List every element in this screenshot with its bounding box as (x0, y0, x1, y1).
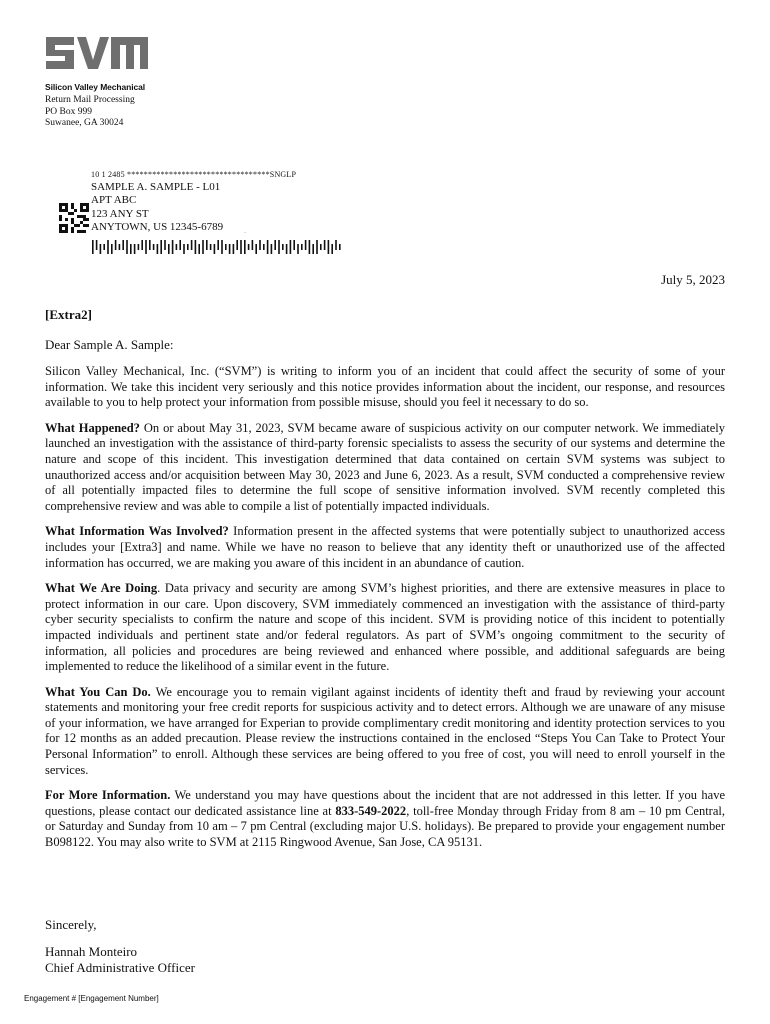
barcode-bar (259, 240, 261, 250)
barcode-bar (324, 240, 326, 250)
barcode-bar (149, 240, 151, 250)
barcode-bar (293, 240, 295, 250)
address-line: SAMPLE A. SAMPLE - L01 (91, 181, 221, 193)
barcode-bar (210, 244, 212, 250)
barcode-bar (191, 240, 193, 250)
barcode-bar (274, 240, 276, 250)
barcode-bar (335, 240, 337, 250)
barcode-bar (107, 240, 109, 254)
barcode-bar (229, 244, 231, 254)
barcode-bar (111, 244, 113, 254)
return-address (45, 95, 135, 130)
barcode-bar (263, 244, 265, 250)
barcode-bar (160, 240, 162, 254)
barcode-bar (198, 244, 200, 254)
return-line: PO Box 999 (45, 106, 92, 117)
address-line: 123 ANY ST (91, 207, 149, 220)
company-name: Silicon Valley Mechanical (45, 82, 146, 92)
barcode-bar (278, 240, 280, 254)
extra-tag: [Extra2] (45, 307, 92, 322)
signature-block (45, 944, 195, 975)
section-what-we-are-doing (45, 581, 725, 675)
barcode-bar (225, 244, 227, 250)
barcode-bar (331, 244, 333, 254)
section-heading: What Information Was Involved? (45, 524, 229, 539)
address-line: APT ABC (91, 194, 137, 207)
barcode-bar (267, 240, 269, 254)
engagement-footer: Engagement # [Engagement Number] (24, 994, 159, 1003)
barcode-bar (138, 244, 140, 250)
barcode-bar (282, 244, 284, 250)
intro-paragraph: Silicon Valley Mechanical, Inc. (“SVM”) is writing to inform you of an incident that could affect the security of some of your information. We take this incident very seriously and this notice provides information about the incident, our response, and resources available to you to help protect your information from possible misuse, should you feel it necessary to do so. (45, 364, 725, 410)
barcode-bar (141, 240, 143, 250)
barcode-bar (244, 240, 246, 254)
section-text: Information present in the affected systems that were potentially subject to unauthorized access includes your [Extra3] and name. While we have no reason to believe that any identity theft or unauthorized use of the affected information has occurred, we are making you aware of this incident in an abundance of caution. (45, 524, 725, 570)
barcode-bar (297, 244, 299, 254)
qr-code-icon (59, 203, 89, 233)
return-line: Suwanee, GA 30024 (45, 118, 124, 128)
barcode-bar (309, 240, 311, 254)
barcode-bar (183, 244, 185, 254)
barcode-bar (286, 244, 288, 254)
barcode-bar (206, 240, 208, 250)
barcode-bar (145, 240, 147, 254)
recipient-address (91, 181, 223, 234)
barcode-bar (316, 240, 318, 254)
barcode-bar (172, 240, 174, 254)
section-text: . Data privacy and security are among SVM’s highest priorities, and there are extensive measures in place to protect information in our care. Upon discovery, SVM immediately commenced an investigation with the assistance of third-party cyber security specialists to confirm the nature and scope of this incident. SVM is providing notice of this incident to potentially impacted individuals and pertinent state and/or federal regulators. As part of SVM’s ongoing commitment to the security of information, all policies and procedures are being reviewed and enhanced where possible, and additional safeguards are being implemented to reduce the likelihood of a similar event in the future. (45, 581, 725, 674)
barcode-bar (290, 240, 292, 254)
barcode-bar (168, 244, 170, 254)
barcode-bar (339, 244, 341, 250)
barcode-bar (96, 240, 98, 250)
assistance-phone: 833-549-2022 (335, 803, 407, 818)
barcode-bar (233, 244, 235, 254)
barcode-bar (122, 240, 124, 250)
barcode-bar (103, 244, 105, 250)
salutation: Dear Sample A. Sample: (45, 337, 174, 352)
signer-name: Hannah Monteiro (45, 944, 138, 959)
barcode-bar (153, 244, 155, 250)
mail-sequence-line: 10 1 2485 **********************************SNGLP (91, 170, 297, 179)
postal-barcode (91, 240, 346, 254)
barcode-bar (100, 244, 102, 254)
barcode-bar (301, 244, 303, 250)
barcode-bar (221, 240, 223, 254)
section-information-involved (45, 524, 725, 571)
barcode-bar (271, 244, 273, 254)
return-line: Return Mail Processing (45, 95, 135, 105)
letter-body (45, 364, 725, 861)
letter-date: July 5, 2023 (661, 272, 725, 287)
barcode-bar (305, 240, 307, 250)
barcode-bar (328, 240, 330, 254)
section-text: We understand you may have questions about the incident that are not addressed in this letter. If you have questions, please contact our dedicated assistance line at (45, 788, 725, 818)
barcode-bar (214, 244, 216, 254)
barcode-bar (187, 244, 189, 250)
section-text: , toll-free Monday through Friday from 8 am – 10 pm Central, or Saturday and Sunday from 10 am – 7 pm Central (excluding major U.S. holidays). Be prepared to provide your engagement number B098122. You may also write to SVM at 2115 Ringwood Avenue, San Jose, CA 95131. (45, 803, 725, 850)
section-what-happened (45, 421, 725, 515)
barcode-bar (202, 240, 204, 254)
barcode-bar (255, 244, 257, 254)
barcode-bar (312, 244, 314, 254)
logo-text: SVM (244, 233, 247, 234)
section-text: On or about May 31, 2023, SVM became aware of suspicious activity on our computer network. We immediately launched an investigation with the assistance of third-party forensic specialists to assess the security of our systems and determine the nature and scope of this incident. This investigation determined that data contained on certain SVM systems was subject to unauthorized access and/or acquisition between May 30, 2023 and June 6, 2023. As a result, SVM conducted a comprehensive review of all potentially impacted files to determine the full scope of sensitive information involved. SVM recently completed this comprehensive review and was able to compile a list of potentially impacted individuals. (45, 420, 725, 513)
section-text: We encourage you to remain vigilant against incidents of identity theft and fraud by reviewing your account statements and monitoring your free credit reports for suspicious activity and to detect errors. Although we are unaware of any misuse of your information, we have arranged for Experian to provide complimentary credit monitoring and identity protection services to you for 12 months as an added precaution. Please review the instructions contained in the enclosed “Steps You Can Take to Protect Your Personal Information” to enroll. Although these services are being offered to you free of cost, you will need to enroll yourself in the services. (45, 684, 725, 777)
barcode-bar (92, 240, 94, 254)
barcode-bar (320, 244, 322, 250)
signer-title: Chief Administrative Officer (45, 959, 195, 975)
section-what-you-can-do (45, 685, 725, 779)
section-heading: What We Are Doing (45, 581, 158, 596)
barcode-bar (119, 244, 121, 250)
barcode-bar (179, 240, 181, 250)
closing: Sincerely, (45, 917, 97, 932)
section-heading: What Happened? (45, 420, 140, 435)
section-more-information (45, 788, 725, 850)
barcode-bar (134, 244, 136, 254)
barcode-bar (240, 240, 242, 254)
barcode-bar (248, 244, 250, 250)
barcode-bar (157, 244, 159, 254)
barcode-bar (126, 240, 128, 254)
address-line: ANYTOWN, US 12345-6789 (91, 220, 224, 233)
section-heading: What You Can Do. (45, 684, 151, 699)
barcode-bar (115, 240, 117, 250)
barcode-bar (217, 240, 219, 250)
barcode-bar (130, 244, 132, 254)
barcode-bar (176, 244, 178, 250)
section-heading: For More Information. (45, 788, 171, 803)
barcode-bar (195, 240, 197, 254)
barcode-bar (164, 240, 166, 250)
barcode-bar (236, 240, 238, 250)
barcode-bar (252, 240, 254, 250)
